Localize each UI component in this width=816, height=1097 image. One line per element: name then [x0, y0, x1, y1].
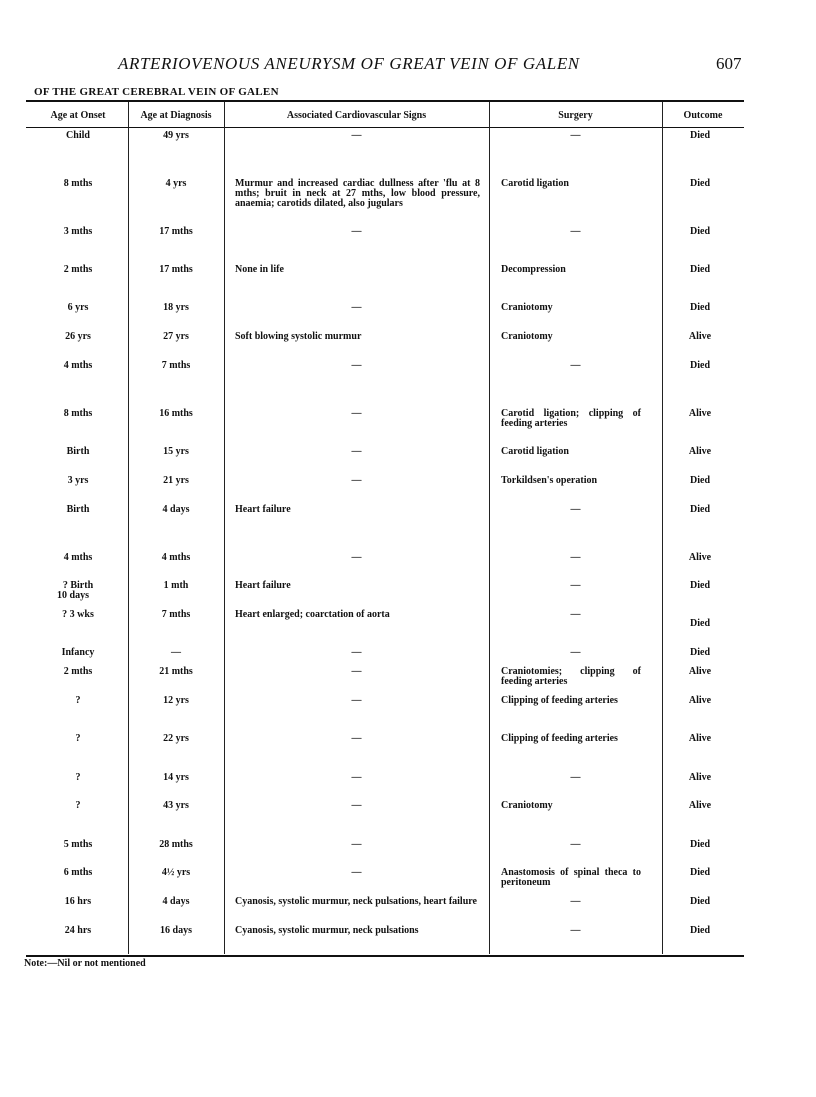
cell-age-at-onset: 8 mths — [63, 178, 93, 189]
cell-age-at-onset: ? Birth — [62, 580, 94, 591]
cell-outcome: Alive — [688, 408, 712, 419]
cell-cardiovascular-signs: — — [351, 867, 362, 878]
cell-age-at-diagnosis: 15 yrs — [163, 446, 189, 457]
cell-surgery: Craniotomy — [501, 800, 553, 811]
cell-cardiovascular-signs: Heart failure — [235, 504, 291, 515]
cell-surgery: — — [570, 647, 581, 658]
cell-cardiovascular-signs: Heart enlarged; coarctation of aorta — [235, 609, 390, 620]
cell-age-at-onset: Infancy — [61, 647, 95, 658]
cell-age-at-onset: 16 hrs — [64, 896, 92, 907]
running-title: ARTERIOVENOUS ANEURYSM OF GREAT VEIN OF GALEN — [118, 54, 580, 73]
cell-outcome: Died — [690, 360, 710, 371]
cell-age-at-diagnosis: 49 yrs — [163, 130, 189, 141]
cell-cardiovascular-signs: — — [351, 302, 362, 313]
cell-age-at-onset: 2 mths — [63, 666, 93, 677]
cell-outcome: Alive — [688, 772, 712, 783]
cell-surgery: — — [570, 896, 581, 907]
column-header-surgery: Surgery — [558, 110, 593, 121]
cell-outcome: Died — [690, 504, 710, 515]
cell-age-at-diagnosis: — — [171, 647, 181, 658]
cell-outcome: Died — [690, 130, 710, 141]
cell-cardiovascular-signs: — — [351, 666, 362, 677]
cell-outcome: Died — [690, 264, 710, 275]
cell-age-at-onset: 4 mths — [63, 360, 93, 371]
cell-age-at-onset: 4 mths — [63, 552, 93, 563]
cell-outcome: Died — [690, 925, 710, 936]
cell-surgery: — — [570, 226, 581, 237]
cell-surgery: Craniotomy — [501, 331, 553, 342]
cell-surgery: — — [570, 580, 581, 591]
cell-age-at-diagnosis: 43 yrs — [163, 800, 189, 811]
cell-outcome: Alive — [688, 331, 712, 342]
cell-age-at-onset: ? — [75, 733, 81, 744]
cell-surgery: — — [570, 504, 581, 515]
cell-outcome: Alive — [688, 552, 712, 563]
cell-surgery: Torkildsen's operation — [501, 475, 598, 486]
column-header-age-at-onset: Age at Onset — [50, 110, 106, 121]
cell-surgery: Clipping of feeding arteries — [501, 695, 618, 706]
cell-outcome: Died — [690, 647, 710, 658]
table-bottom-rule — [26, 955, 744, 957]
cell-age-at-onset: ? — [75, 772, 81, 783]
cell-age-at-onset: 6 yrs — [67, 302, 89, 313]
cell-cardiovascular-signs: — — [351, 360, 362, 371]
table-top-rule — [26, 100, 744, 102]
cell-age-at-onset-secondary: 10 days — [57, 590, 89, 601]
cell-surgery: Carotid ligation — [501, 446, 569, 457]
cell-age-at-diagnosis: 21 mths — [159, 666, 193, 677]
cell-cardiovascular-signs: — — [351, 446, 362, 457]
cell-surgery: Anastomosis of spinal theca to peritoneum — [501, 867, 641, 888]
cell-age-at-diagnosis: 7 mths — [161, 609, 191, 620]
cell-age-at-onset: 26 yrs — [65, 331, 91, 342]
cell-age-at-diagnosis: 22 yrs — [163, 733, 189, 744]
cell-cardiovascular-signs: — — [351, 226, 362, 237]
cell-age-at-diagnosis: 1 mth — [163, 580, 189, 591]
cell-cardiovascular-signs: — — [351, 800, 362, 811]
cell-cardiovascular-signs: None in life — [235, 264, 284, 275]
cell-surgery: — — [570, 360, 581, 371]
cell-age-at-diagnosis: 4 mths — [161, 552, 191, 563]
cell-surgery: Carotid ligation — [501, 178, 569, 189]
cell-age-at-diagnosis: 7 mths — [161, 360, 191, 371]
cell-cardiovascular-signs: — — [351, 772, 362, 783]
cell-surgery: — — [570, 839, 581, 850]
cell-cardiovascular-signs: Murmur and increased cardiac dullness after 'flu at 8 mths; bruit in neck at 27 mths, low blood pressure, anaemia; carotids dilated, also jugulars — [235, 178, 480, 209]
cell-cardiovascular-signs: — — [351, 647, 362, 658]
cell-age-at-onset: 3 yrs — [67, 475, 89, 486]
cell-outcome: Alive — [688, 695, 712, 706]
cell-age-at-diagnosis: 28 mths — [159, 839, 193, 850]
cell-outcome: Died — [690, 839, 710, 850]
cell-age-at-diagnosis: 17 mths — [159, 226, 193, 237]
cell-age-at-onset: ? 3 wks — [62, 609, 94, 620]
cell-cardiovascular-signs: — — [351, 695, 362, 706]
cell-age-at-diagnosis: 12 yrs — [163, 695, 189, 706]
footnote: Note:—Nil or not mentioned — [24, 958, 146, 969]
cell-age-at-diagnosis: 4 yrs — [165, 178, 187, 189]
cell-age-at-onset: Birth — [66, 446, 90, 457]
cell-age-at-onset: 2 mths — [63, 264, 93, 275]
cell-age-at-diagnosis: 16 mths — [159, 408, 193, 419]
cell-cardiovascular-signs: — — [351, 475, 362, 486]
cell-surgery: Decompression — [501, 264, 566, 275]
cell-surgery: — — [570, 772, 581, 783]
cell-cardiovascular-signs: — — [351, 733, 362, 744]
column-header-outcome: Outcome — [683, 110, 723, 121]
cell-age-at-diagnosis: 4 days — [162, 896, 190, 907]
cell-surgery: — — [570, 130, 581, 141]
cell-outcome: Died — [690, 226, 710, 237]
cell-age-at-diagnosis: 14 yrs — [163, 772, 189, 783]
cell-age-at-diagnosis: 18 yrs — [163, 302, 189, 313]
cell-cardiovascular-signs: Cyanosis, systolic murmur, neck pulsations, heart failure — [235, 896, 477, 907]
column-header-age-at-diagnosis: Age at Diagnosis — [140, 110, 212, 121]
cell-age-at-onset: Birth — [66, 504, 90, 515]
cell-age-at-onset: ? — [75, 695, 81, 706]
cell-outcome: Alive — [688, 666, 712, 677]
cell-cardiovascular-signs: — — [351, 130, 362, 141]
cell-surgery: Clipping of feeding arteries — [501, 733, 618, 744]
cell-age-at-onset: 5 mths — [63, 839, 93, 850]
cell-outcome: Died — [690, 618, 710, 629]
cell-outcome: Died — [690, 475, 710, 486]
table-header-rule — [26, 127, 744, 128]
column-header-cardiovascular-signs: Associated Cardiovascular Signs — [286, 110, 427, 121]
cell-age-at-onset: Child — [66, 130, 90, 141]
cell-surgery: — — [570, 609, 581, 620]
cell-age-at-diagnosis: 4½ yrs — [161, 867, 191, 878]
cell-cardiovascular-signs: Cyanosis, systolic murmur, neck pulsations — [235, 925, 419, 936]
cell-cardiovascular-signs: Heart failure — [235, 580, 291, 591]
cell-surgery: Carotid ligation; clipping of feeding arteries — [501, 408, 641, 429]
cell-surgery: Craniotomy — [501, 302, 553, 313]
cell-outcome: Died — [690, 302, 710, 313]
cell-outcome: Alive — [688, 733, 712, 744]
cell-age-at-diagnosis: 17 mths — [159, 264, 193, 275]
cell-cardiovascular-signs: Soft blowing systolic murmur — [235, 331, 362, 342]
cell-age-at-diagnosis: 16 days — [160, 925, 192, 936]
cell-outcome: Died — [690, 580, 710, 591]
cell-cardiovascular-signs: — — [351, 552, 362, 563]
cell-outcome: Died — [690, 896, 710, 907]
cell-age-at-onset: 3 mths — [63, 226, 93, 237]
cell-age-at-onset: 8 mths — [63, 408, 93, 419]
cell-age-at-onset: 6 mths — [63, 867, 93, 878]
cell-surgery: Craniotomies; clipping of feeding arteries — [501, 666, 641, 687]
cell-outcome: Died — [690, 867, 710, 878]
page-number: 607 — [716, 54, 742, 73]
table-title: OF THE GREAT CEREBRAL VEIN OF GALEN — [34, 86, 279, 98]
cell-age-at-diagnosis: 27 yrs — [163, 331, 189, 342]
cell-age-at-diagnosis: 21 yrs — [163, 475, 189, 486]
cell-age-at-onset: ? — [75, 800, 81, 811]
cell-cardiovascular-signs: — — [351, 839, 362, 850]
cell-age-at-diagnosis: 4 days — [162, 504, 190, 515]
cell-surgery: — — [570, 925, 581, 936]
cell-age-at-onset: 24 hrs — [64, 925, 92, 936]
cell-outcome: Died — [690, 178, 710, 189]
cell-outcome: Alive — [688, 800, 712, 811]
cell-cardiovascular-signs: — — [351, 408, 362, 419]
cell-surgery: — — [570, 552, 581, 563]
cell-outcome: Alive — [688, 446, 712, 457]
